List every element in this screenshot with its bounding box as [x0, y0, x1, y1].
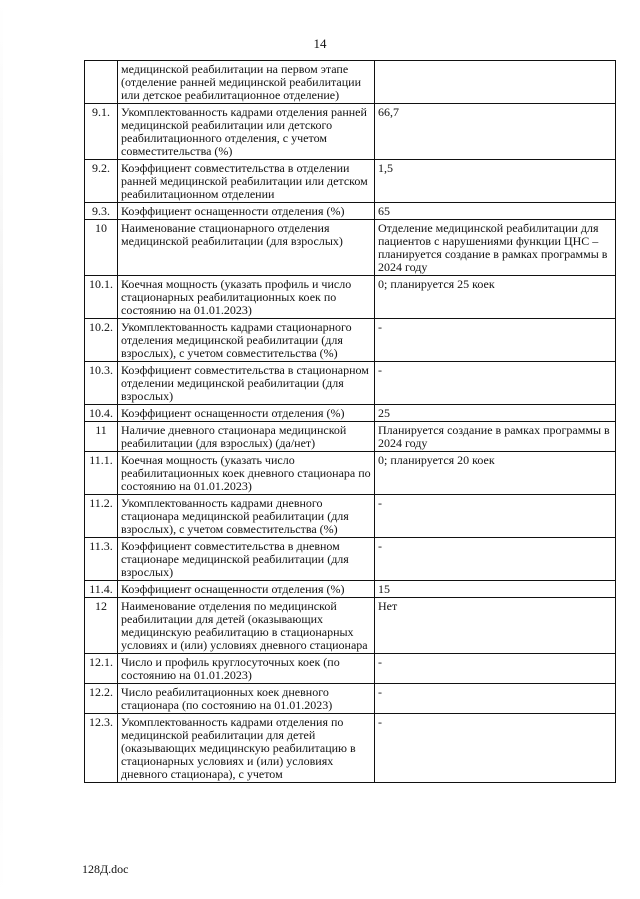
table-row	[85, 422, 616, 452]
row-value-cell: -	[375, 538, 616, 581]
row-value-cell: 0; планируется 20 коек	[375, 452, 616, 495]
table-row	[85, 61, 616, 104]
row-value-cell: -	[375, 319, 616, 362]
table-row	[85, 684, 616, 714]
table-row	[85, 598, 616, 654]
row-description-cell: медицинской реабилитации на первом этапе (отделение ранней медицинской реабилитации или детское реабилитационное отделение)	[118, 61, 375, 104]
row-number-cell: 12.2.	[85, 684, 118, 714]
row-description-cell: Число реабилитационных коек дневного стационара (по состоянию на 01.01.2023)	[118, 684, 375, 714]
row-number-cell: 11.1.	[85, 452, 118, 495]
row-number-cell: 11.3.	[85, 538, 118, 581]
table-row	[85, 452, 616, 495]
row-description-cell: Коечная мощность (указать профиль и число стационарных реабилитационных коек по состоянию на 01.01.2023)	[118, 276, 375, 319]
row-number-cell: 11.4.	[85, 581, 118, 598]
table-row	[85, 160, 616, 203]
row-value-cell: Планируется создание в рамках программы в 2024 году	[375, 422, 616, 452]
row-description-cell: Наличие дневного стационара медицинской реабилитации (для взрослых) (да/нет)	[118, 422, 375, 452]
row-number-cell: 11	[85, 422, 118, 452]
table-row	[85, 319, 616, 362]
page-number: 14	[313, 36, 327, 51]
row-value-cell: -	[375, 684, 616, 714]
row-description-cell: Наименование стационарного отделения медицинской реабилитации (для взрослых)	[118, 220, 375, 276]
row-number-cell: 11.2.	[85, 495, 118, 538]
row-value-cell: Отделение медицинской реабилитации для пациентов с нарушениями функции ЦНС – планируется создание в рамках программы в 2024 году	[375, 220, 616, 276]
row-number-cell: 10.3.	[85, 362, 118, 405]
file-name: 128Д.doc	[82, 862, 129, 876]
table-body	[85, 61, 616, 783]
row-number-cell: 12.3.	[85, 714, 118, 783]
row-description-cell: Наименование отделения по медицинской реабилитации для детей (оказывающих медицинскую реабилитацию в стационарных условиях и (или) условиях дневного стационара	[118, 598, 375, 654]
row-value-cell: 15	[375, 581, 616, 598]
row-description-cell: Коэффициент оснащенности отделения (%)	[118, 405, 375, 422]
table-row	[85, 714, 616, 783]
table-row	[85, 495, 616, 538]
scan-edge	[0, 0, 3, 899]
row-number-cell: 12	[85, 598, 118, 654]
row-value-cell: 25	[375, 405, 616, 422]
row-description-cell: Коэффициент оснащенности отделения (%)	[118, 581, 375, 598]
table-row	[85, 203, 616, 220]
row-number-cell: 10	[85, 220, 118, 276]
table-row	[85, 654, 616, 684]
row-description-cell: Укомплектованность кадрами отделения ранней медицинской реабилитации или детского реабилитационного отделения, с учетом совместительства (%)	[118, 104, 375, 160]
data-table	[84, 60, 616, 783]
row-value-cell: 0; планируется 25 коек	[375, 276, 616, 319]
row-number-cell: 9.2.	[85, 160, 118, 203]
row-description-cell: Укомплектованность кадрами отделения по медицинской реабилитации для детей (оказывающих медицинскую реабилитацию в стационарных условиях и (или) условиях дневного стационара), с учетом	[118, 714, 375, 783]
row-value-cell: 66,7	[375, 104, 616, 160]
row-value-cell	[375, 61, 616, 104]
row-number-cell: 9.3.	[85, 203, 118, 220]
row-value-cell: Нет	[375, 598, 616, 654]
table-row	[85, 220, 616, 276]
row-value-cell: -	[375, 714, 616, 783]
table-row	[85, 405, 616, 422]
row-number-cell: 9.1.	[85, 104, 118, 160]
row-value-cell: 1,5	[375, 160, 616, 203]
table-row	[85, 362, 616, 405]
row-description-cell: Коэффициент совместительства в дневном стационаре медицинской реабилитации (для взрослых)	[118, 538, 375, 581]
row-number-cell: 10.2.	[85, 319, 118, 362]
row-value-cell: 65	[375, 203, 616, 220]
row-description-cell: Укомплектованность кадрами дневного стационара медицинской реабилитации (для взрослых), с учетом совместительства (%)	[118, 495, 375, 538]
row-description-cell: Коэффициент оснащенности отделения (%)	[118, 203, 375, 220]
row-value-cell: -	[375, 654, 616, 684]
row-description-cell: Число и профиль круглосуточных коек (по состоянию на 01.01.2023)	[118, 654, 375, 684]
row-number-cell: 12.1.	[85, 654, 118, 684]
row-description-cell: Коечная мощность (указать число реабилитационных коек дневного стационара по состоянию на 01.01.2023)	[118, 452, 375, 495]
table-row	[85, 581, 616, 598]
table-row	[85, 104, 616, 160]
row-description-cell: Коэффициент совместительства в отделении ранней медицинской реабилитации или детском реабилитационном отделении	[118, 160, 375, 203]
table-row	[85, 538, 616, 581]
row-number-cell	[85, 61, 118, 104]
row-description-cell: Коэффициент совместительства в стационарном отделении медицинской реабилитации (для взрослых)	[118, 362, 375, 405]
table-row	[85, 276, 616, 319]
row-number-cell: 10.4.	[85, 405, 118, 422]
row-value-cell: -	[375, 495, 616, 538]
row-value-cell: -	[375, 362, 616, 405]
row-number-cell: 10.1.	[85, 276, 118, 319]
row-description-cell: Укомплектованность кадрами стационарного отделения медицинской реабилитации (для взрослых), с учетом совместительства (%)	[118, 319, 375, 362]
